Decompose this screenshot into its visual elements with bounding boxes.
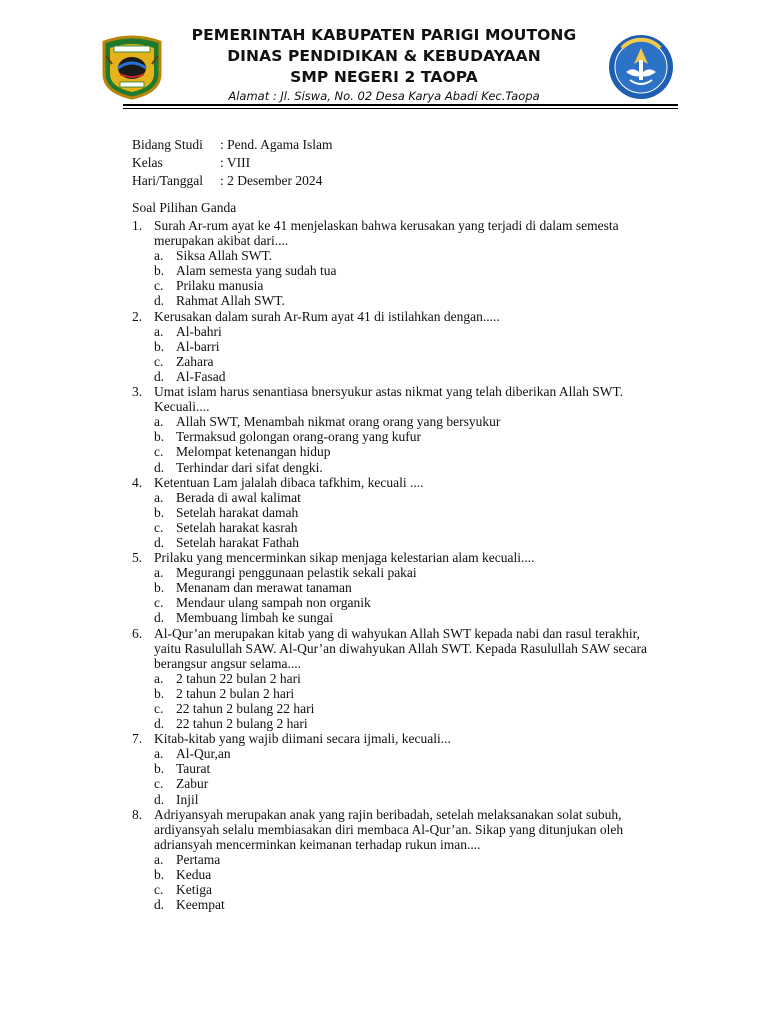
option-letter: c. (154, 701, 164, 716)
answer-option (132, 278, 652, 293)
question-number: 6. (132, 625, 143, 641)
answer-option (132, 520, 652, 535)
question-text: Surah Ar-rum ayat ke 41 menjelaskan bahwa kerusakan yang terjadi di dalam semesta merupakan akibat dari.... (154, 218, 619, 249)
answer-option (132, 429, 652, 444)
option-text: 22 tahun 2 bulang 2 hari (176, 716, 308, 732)
option-letter: c. (154, 595, 164, 611)
answer-option (132, 610, 652, 625)
question-number: 4. (132, 474, 143, 490)
option-letter: c. (154, 278, 164, 294)
option-text: Keempat (176, 897, 225, 913)
letterhead-line-3: SMP NEGERI 2 TAOPA (290, 68, 478, 86)
option-letter: c. (154, 353, 164, 369)
answer-option (132, 882, 652, 897)
answer-option (132, 293, 652, 308)
answer-option (132, 867, 652, 882)
option-text: Ketiga (176, 882, 212, 898)
answer-option (132, 535, 652, 550)
question-number: 1. (132, 218, 143, 233)
answer-option (132, 505, 652, 520)
question (132, 384, 652, 414)
answer-option (132, 761, 652, 776)
option-letter: d. (154, 293, 165, 309)
question (132, 475, 652, 490)
option-text: 22 tahun 2 bulang 22 hari (176, 701, 315, 716)
answer-option (132, 444, 652, 459)
answer-option (132, 460, 652, 475)
option-letter: a. (154, 746, 164, 762)
option-letter: c. (154, 882, 164, 898)
exam-info-label: Bidang Studi (132, 137, 203, 152)
question-text: Ketentuan Lam jalalah dibaca tafkhim, kecuali .... (154, 474, 424, 490)
exam-info-label: Kelas (132, 155, 163, 170)
question-number: 2. (132, 308, 143, 324)
option-text: Alam semesta yang sudah tua (176, 263, 337, 279)
option-letter: b. (154, 761, 165, 777)
option-letter: d. (154, 716, 165, 732)
question-text: Prilaku yang mencerminkan sikap menjaga kelestarian alam kecuali.... (154, 550, 535, 566)
option-text: Setelah harakat Fathah (176, 534, 299, 550)
letterhead-divider-thin (123, 108, 678, 109)
question (132, 626, 652, 671)
option-text: Terhindar dari sifat dengki. (176, 459, 323, 475)
option-text: Prilaku manusia (176, 278, 264, 294)
exam-info-row (132, 154, 332, 172)
exam-info-value: : Pend. Agama Islam (220, 137, 333, 152)
question-number: 5. (132, 550, 143, 566)
exam-info-value: : 2 Desember 2024 (220, 173, 323, 188)
option-letter: a. (154, 851, 164, 867)
letterhead-line-1: PEMERINTAH KABUPATEN PARIGI MOUTONG (191, 26, 577, 44)
option-text: Melompat ketenangan hidup (176, 444, 331, 460)
option-letter: d. (154, 534, 165, 550)
question (132, 550, 652, 565)
question-text: Kitab-kitab yang wajib diimani secara ijmali, kecuali... (154, 731, 451, 747)
answer-option (132, 324, 652, 339)
section-title: Soal Pilihan Ganda (132, 200, 237, 215)
answer-option (132, 671, 652, 686)
question-number: 3. (132, 384, 143, 400)
option-letter: d. (154, 610, 165, 626)
question-text: Adriyansyah merupakan anak yang rajin beribadah, setelah melaksanakan solat subuh, ardiyansyah selalu membiasakan diri membaca Al-Qur’an. Sikap yang ditunjukan oleh adriansyah mencerminkan keimanan terhadap rukun iman.... (154, 806, 624, 852)
option-letter: a. (154, 414, 164, 430)
option-text: Menanam dan merawat tanaman (176, 580, 352, 596)
answer-option (132, 716, 652, 731)
option-letter: b. (154, 867, 165, 883)
option-text: Setelah harakat damah (176, 504, 299, 520)
answer-option (132, 490, 652, 505)
option-letter: b. (154, 263, 165, 279)
option-letter: a. (154, 489, 164, 505)
exam-info-label: Hari/Tanggal (132, 173, 204, 188)
answer-option (132, 792, 652, 807)
option-text: Taurat (176, 761, 211, 777)
tut-wuri-handayani-icon (608, 34, 674, 100)
option-text: Al-Qur,an (176, 746, 231, 762)
option-text: Siksa Allah SWT. (176, 248, 273, 264)
option-letter: d. (154, 459, 165, 475)
option-letter: d. (154, 368, 165, 384)
option-text: Berada di awal kalimat (176, 489, 301, 505)
option-text: Mendaur ulang sampah non organik (176, 595, 371, 611)
option-letter: a. (154, 248, 164, 264)
option-letter: b. (154, 429, 165, 445)
option-text: Termaksud golongan orang-orang yang kufur (176, 429, 421, 445)
option-letter: c. (154, 776, 164, 792)
answer-option (132, 414, 652, 429)
exam-info-row (132, 136, 332, 154)
regency-emblem-icon (98, 34, 166, 100)
answer-option (132, 565, 652, 580)
answer-option (132, 339, 652, 354)
option-text: Allah SWT, Menambah nikmat orang orang yang bersyukur (176, 414, 501, 430)
option-letter: d. (154, 791, 165, 807)
letterhead-address: Alamat : Jl. Siswa, No. 02 Desa Karya Abadi Kec.Taopa (228, 89, 540, 103)
answer-option (132, 369, 652, 384)
option-text: Zahara (176, 353, 214, 369)
option-letter: a. (154, 565, 164, 581)
option-text: Zabur (176, 776, 209, 792)
answer-option (132, 686, 652, 701)
option-text: Al-bahri (176, 323, 222, 339)
question-text: Kerusakan dalam surah Ar-Rum ayat 41 di istilahkan dengan..... (154, 308, 500, 324)
answer-option (132, 776, 652, 791)
option-text: Injil (176, 791, 199, 807)
option-letter: c. (154, 444, 164, 460)
option-text: Megurangi penggunaan pelastik sekali pakai (176, 565, 417, 581)
option-letter: b. (154, 504, 165, 520)
answer-option (132, 354, 652, 369)
option-text: Setelah harakat kasrah (176, 519, 298, 535)
option-letter: b. (154, 338, 165, 354)
question-text: Umat islam harus senantiasa bnersyukur astas nikmat yang telah diberikan Allah SWT. Kecuali.... (154, 384, 624, 415)
question-text: Al-Qur’an merupakan kitab yang di wahyukan Allah SWT kepada nabi dan rasul terakhir, yaitu Rasulullah SAW. Al-Qur’an diwahyukan Allah SWT. Kepada Rasulullah SAW secara berangsur angsur selama.... (154, 625, 647, 671)
answer-option (132, 263, 652, 278)
question-number: 8. (132, 806, 143, 822)
option-letter: b. (154, 580, 165, 596)
answer-option (132, 897, 652, 912)
option-text: Al-barri (176, 338, 220, 354)
option-letter: c. (154, 519, 164, 535)
question (132, 807, 652, 852)
letterhead-divider-thick (123, 104, 678, 106)
question (132, 731, 652, 746)
letterhead-line-2: DINAS PENDIDIKAN & KEBUDAYAAN (227, 47, 541, 65)
option-text: Kedua (176, 867, 212, 883)
question-number: 7. (132, 731, 143, 747)
option-text: Rahmat Allah SWT. (176, 293, 285, 309)
option-letter: a. (154, 670, 164, 686)
question (132, 218, 652, 248)
option-letter: d. (154, 897, 165, 913)
answer-option (132, 595, 652, 610)
option-text: Al-Fasad (176, 368, 226, 384)
exam-info-row (132, 172, 332, 190)
question (132, 309, 652, 324)
answer-option (132, 852, 652, 867)
exam-info (132, 136, 332, 190)
question-list (132, 218, 652, 912)
option-text: Membuang limbah ke sungai (176, 610, 334, 626)
option-letter: b. (154, 685, 165, 701)
option-text: 2 tahun 22 bulan 2 hari (176, 670, 301, 686)
answer-option (132, 701, 652, 716)
option-letter: a. (154, 323, 164, 339)
option-text: 2 tahun 2 bulan 2 hari (176, 685, 295, 701)
answer-option (132, 248, 652, 263)
exam-info-value: : VIII (220, 155, 251, 170)
option-text: Pertama (176, 851, 221, 867)
answer-option (132, 746, 652, 761)
answer-option (132, 580, 652, 595)
